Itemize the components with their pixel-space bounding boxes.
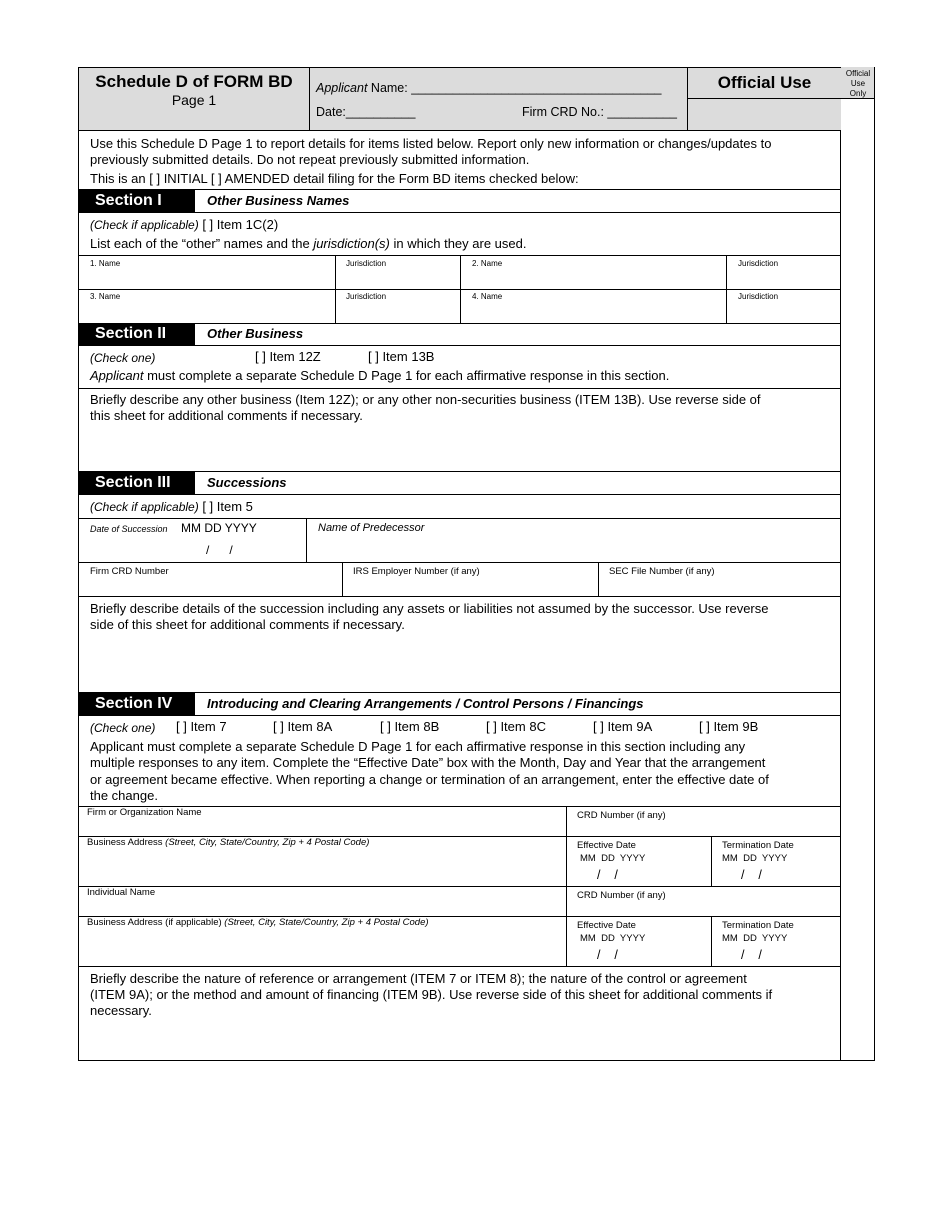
item-13b-checkbox[interactable]: [ ] Item 13B [368, 349, 435, 364]
section-3-title: Successions [207, 475, 287, 490]
name-3-field[interactable]: 3. Name [90, 292, 121, 301]
crd-number-2-field[interactable]: CRD Number (if any) [577, 890, 666, 901]
applicant-box [310, 68, 687, 130]
effective-date-2-label: Effective Date [577, 920, 636, 931]
item-9a-checkbox[interactable]: [ ] Item 9A [593, 719, 653, 734]
name-4-field[interactable]: 4. Name [472, 292, 503, 301]
section-4-label: Section IV [79, 693, 195, 715]
jurisdiction-1-field[interactable]: Jurisdiction [346, 259, 387, 268]
sec-file-number-field[interactable]: SEC File Number (if any) [609, 566, 715, 577]
section-1-title: Other Business Names [207, 193, 350, 208]
date-of-succession-field[interactable]: / / [206, 543, 233, 557]
section-2-label: Section II [79, 323, 195, 345]
date-field[interactable]: Date:__________ [316, 105, 416, 119]
effective-date-1-format: MM DD YYYY [580, 853, 646, 864]
official-use-only-text: Official Use Only [845, 69, 871, 98]
effective-date-1-field[interactable]: / / [597, 868, 618, 882]
section-3-describe-2: side of this sheet for additional comments if necessary. [90, 617, 405, 632]
termination-date-1-label: Termination Date [722, 840, 794, 851]
business-address-2-field[interactable]: Business Address (if applicable) (Street, City, State/Country, Zip + 4 Postal Code) [87, 917, 429, 928]
section-4-instruction-1: Applicant must complete a separate Schedule D Page 1 for each affirmative response in this section including any [90, 739, 746, 754]
official-use-column [841, 67, 875, 1061]
section-4-describe-3: necessary. [90, 1003, 152, 1018]
jurisdiction-2-field[interactable]: Jurisdiction [738, 259, 779, 268]
item-7-checkbox[interactable]: [ ] Item 7 [176, 719, 227, 734]
section-3-check[interactable]: (Check if applicable) [ ] Item 5 [90, 499, 253, 514]
effective-date-2-format: MM DD YYYY [580, 933, 646, 944]
section-4-describe-2: (ITEM 9A); or the method and amount of financing (ITEM 9B). Use reverse side of this sheet for additional comments if [90, 987, 773, 1002]
section-4-instruction-2: multiple responses to any item. Complete the “Effective Date” box with the Month, Day and Year that the arrangement [90, 755, 766, 770]
section-2-title: Other Business [207, 326, 304, 341]
firm-crd-number-field[interactable]: Firm CRD Number [90, 566, 169, 577]
applicant-name-field[interactable]: Applicant Name: ____________________________________ [316, 81, 662, 95]
page-number: Page 1 [171, 92, 217, 108]
termination-date-2-format: MM DD YYYY [722, 933, 788, 944]
effective-date-2-field[interactable]: / / [597, 948, 618, 962]
section-1-instruction: List each of the “other” names and the jurisdiction(s) in which they are used. [90, 236, 527, 251]
termination-date-2-label: Termination Date [722, 920, 794, 931]
section-3-describe-1[interactable]: Briefly describe details of the succession including any assets or liabilities not assumed by the successor. Use reverse [90, 601, 769, 616]
section-2-instruction: Applicant must complete a separate Schedule D Page 1 for each affirmative response in this section. [90, 368, 670, 383]
termination-date-1-format: MM DD YYYY [722, 853, 788, 864]
section-4-check-hint: (Check one) [90, 721, 156, 735]
date-of-succession-label: Date of Succession [90, 524, 168, 534]
jurisdiction-3-field[interactable]: Jurisdiction [346, 292, 387, 301]
name-1-field[interactable]: 1. Name [90, 259, 121, 268]
section-1-label: Section I [79, 190, 195, 212]
section-2-describe-2: this sheet for additional comments if necessary. [90, 408, 363, 423]
section-1-check[interactable]: (Check if applicable) [ ] Item 1C(2) [90, 217, 279, 232]
section-2-describe-1[interactable]: Briefly describe any other business (Item 12Z); or any other non-securities business (ITEM 13B). Use reverse side of [90, 392, 761, 407]
date-of-succession-format: MM DD YYYY [181, 521, 257, 535]
official-use-title: Official Use [717, 73, 812, 92]
section-4-title: Introducing and Clearing Arrangements / Control Persons / Financings [207, 696, 644, 711]
termination-date-2-field[interactable]: / / [741, 948, 762, 962]
intro-line-1: Use this Schedule D Page 1 to report details for items listed below. Report only new information or changes/updates to [90, 136, 772, 151]
termination-date-1-field[interactable]: / / [741, 868, 762, 882]
item-9b-checkbox[interactable]: [ ] Item 9B [699, 719, 759, 734]
irs-employer-number-field[interactable]: IRS Employer Number (if any) [353, 566, 480, 577]
item-8b-checkbox[interactable]: [ ] Item 8B [380, 719, 440, 734]
firm-organization-name-field[interactable]: Firm or Organization Name [87, 807, 202, 818]
section-4-describe-1[interactable]: Briefly describe the nature of reference or arrangement (ITEM 7 or ITEM 8); the nature of the control or agreement [90, 971, 747, 986]
name-2-field[interactable]: 2. Name [472, 259, 503, 268]
section-3-label: Section III [79, 472, 195, 494]
item-8a-checkbox[interactable]: [ ] Item 8A [273, 719, 333, 734]
individual-name-field[interactable]: Individual Name [87, 887, 156, 898]
section-4-instruction-4: the change. [90, 788, 158, 803]
page-title: Schedule D of FORM BD [95, 72, 293, 91]
firm-crd-field[interactable]: Firm CRD No.: __________ [522, 105, 677, 119]
crd-number-1-field[interactable]: CRD Number (if any) [577, 810, 666, 821]
jurisdiction-4-field[interactable]: Jurisdiction [738, 292, 779, 301]
filing-type-checkboxes[interactable]: This is an [ ] INITIAL [ ] AMENDED detail filing for the Form BD items checked below: [90, 171, 579, 186]
effective-date-1-label: Effective Date [577, 840, 636, 851]
item-8c-checkbox[interactable]: [ ] Item 8C [486, 719, 546, 734]
item-12z-checkbox[interactable]: [ ] Item 12Z [255, 349, 321, 364]
section-2-check-hint: (Check one) [90, 351, 156, 365]
predecessor-name-field[interactable]: Name of Predecessor [318, 522, 425, 534]
business-address-1-field[interactable]: Business Address (Street, City, State/Country, Zip + 4 Postal Code) [87, 837, 370, 848]
intro-line-2: previously submitted details. Do not repeat previously submitted information. [90, 152, 530, 167]
section-4-instruction-3: or agreement became effective. When reporting a change or termination of an arrangement, enter the effective date of [90, 772, 769, 787]
